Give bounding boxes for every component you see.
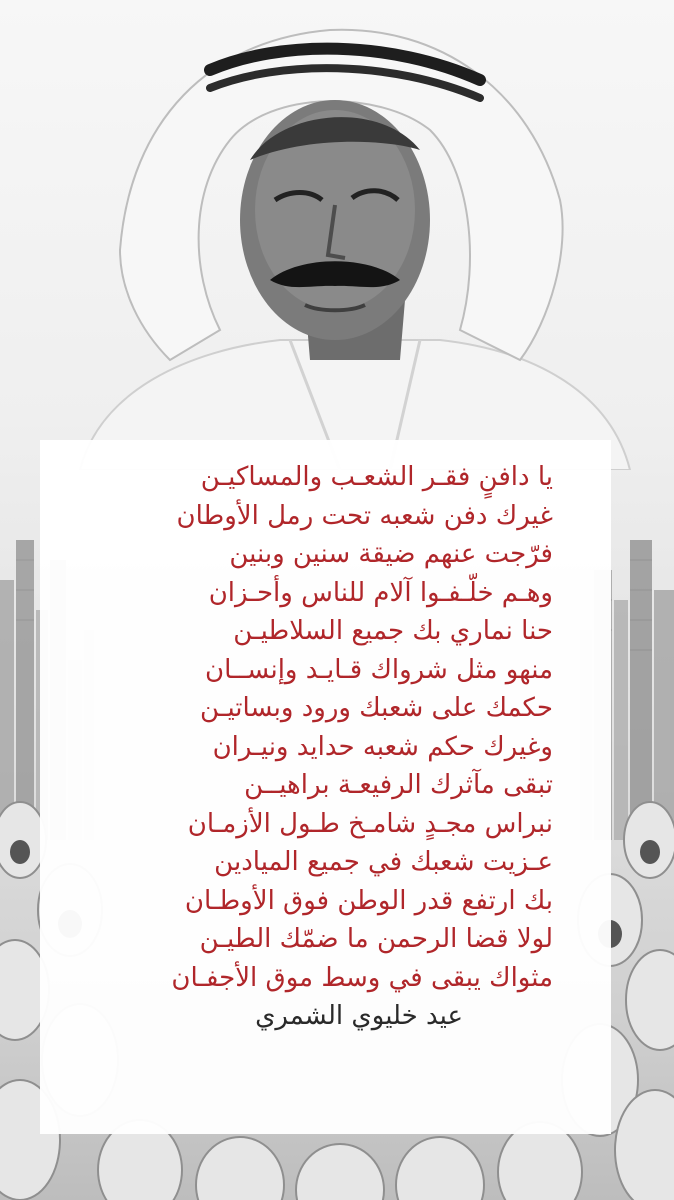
poem-line: فرّجت عنهم ضيقة سنين وبنين — [229, 539, 553, 569]
poem-line: عـزيت شعبك في جميع الميادين — [214, 847, 553, 877]
poem-line: منهو مثل شرواك قـايـد وإنســان — [205, 654, 553, 685]
poem-line: وهـم خلّـفـوا آلام للناس وأحـزان — [208, 577, 553, 608]
poem-line: بك ارتفع قدر الوطن فوق الأوطـان — [184, 885, 553, 916]
poem-line: لولا قضا الرحمن ما ضمّك الطيـن — [199, 924, 553, 954]
poem-line: وغيرك حكم شعبه حدايد ونيـران — [212, 731, 553, 762]
poem-line: تبقى مآثرك الرفيعـة براهيــن — [244, 770, 553, 800]
portrait-photo — [60, 0, 640, 470]
poem-line: نبراس مجـدٍ شامـخ طـول الأزمـان — [187, 808, 553, 839]
poem-text — [70, 458, 553, 1036]
poem-line: غيرك دفن شعبه تحت رمل الأوطان — [176, 500, 553, 531]
poet-name: عيد خليوي الشمري — [255, 1001, 463, 1031]
poem-line: يا دافنٍ فقـر الشعـب والمساكيـن — [200, 462, 553, 492]
poem-card — [40, 440, 611, 1134]
poem-line: حكمك على شعبك ورود وبساتيـن — [200, 693, 553, 723]
poem-line: حنا نماري بك جميع السلاطيـن — [233, 616, 553, 646]
poem-line: مثواك يبقى في وسط موق الأجفـان — [171, 962, 553, 993]
